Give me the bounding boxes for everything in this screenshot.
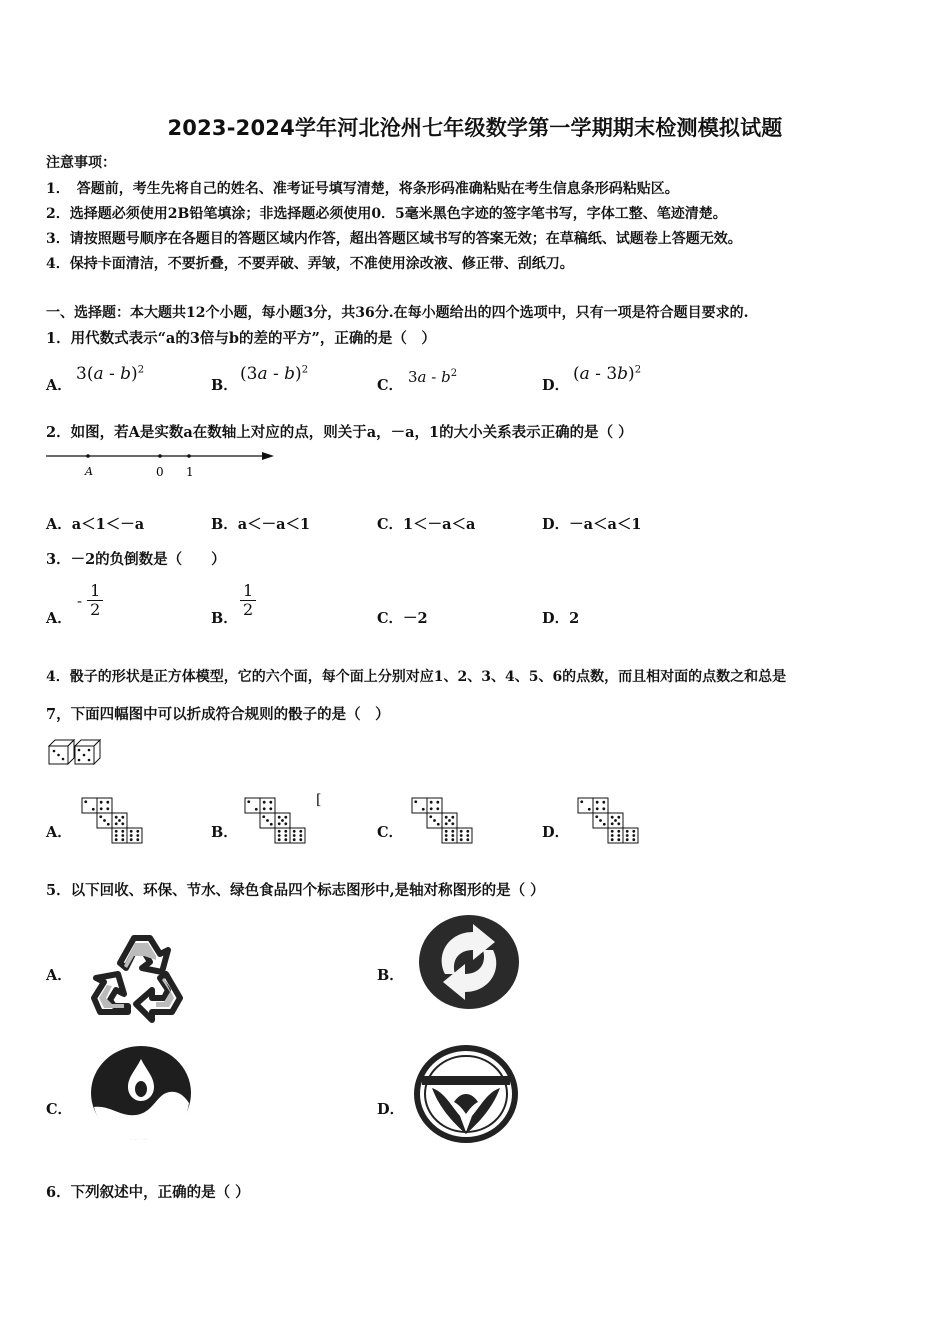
dice-face [457,828,472,843]
q4-option-d-dice-net [576,796,644,846]
dice-face [245,798,260,813]
dice-pip [121,834,124,837]
dice-pip [115,834,118,837]
dice-face [260,798,275,813]
dice-pip [460,838,463,841]
dice-pip [299,830,302,833]
dice-pip [115,830,118,833]
question-4-line-1: 4．骰子的形状是正方体模型，它的六个面，每个面上分别对应1、2、3、4、5、6的点数，而且相对面的点数之和总是 [46,669,787,685]
dice-pip [106,801,109,804]
dice-pip [437,823,440,826]
q4-option-c-label: C． [377,824,404,841]
q4-option-a-label: A． [46,824,72,841]
q2-option-b: B．a＜－a＜1 [211,516,311,533]
water-saving-icon [90,1045,192,1141]
dice-pip [599,819,602,822]
dice-pip [596,807,599,810]
dice-pip [611,816,614,819]
dice-pip [269,801,272,804]
fraction [240,582,256,619]
dice-pip [588,808,591,811]
dice-face [442,828,457,843]
dice-face [623,828,638,843]
dice-pip [466,834,469,837]
dice-pip [115,838,118,841]
q2-option-a: A．a＜1＜－a [46,516,145,533]
dice-pip [429,815,432,818]
fraction-denominator: 2 [90,600,101,619]
dice-pip [130,834,133,837]
dice-pip [136,838,139,841]
dice-pip [617,830,620,833]
dice-pip [284,838,287,841]
dice-pip [451,822,454,825]
dice-pip [255,808,258,811]
dice-pip [460,830,463,833]
dice-pip [611,834,614,837]
dice-pip [626,834,629,837]
question-2-stem: 2．如图，若A是实数a在数轴上对应的点，则关于a，－a，1的大小关系表示正确的是（ ） [46,424,633,441]
dice-pip [100,801,103,804]
dice-face [578,798,593,813]
dice-pip [100,807,103,810]
q1-option-a-label: A． [46,377,72,394]
number-line-arrow [262,452,274,460]
dice-pip [602,807,605,810]
dice-pip [299,834,302,837]
dice-pip [278,838,281,841]
dice-pip [293,838,296,841]
dice-pip [136,830,139,833]
dice-pip [460,834,463,837]
dice-pip [611,838,614,841]
dice-face [427,798,442,813]
q5-option-c-label: C． [46,1101,73,1118]
q1-option-a-expr: 3(a - b)$^2$ [76,364,145,384]
question-1-stem: 1．用代数式表示“a的3倍与b的差的平方”，正确的是（ ） [46,330,436,347]
dice-cubes-icon [48,739,100,767]
dice-pip [278,830,281,833]
notice-item-4: 4．保持卡面清洁，不要折叠，不要弄破、弄皱，不准使用涂改液、修正带、刮纸刀。 [46,256,574,272]
dice-pip [626,830,629,833]
dice-pip [270,823,273,826]
dice-pip [281,819,284,822]
dice-pip [617,822,620,825]
section-heading: 一、选择题：本大题共12个小题，每小题3分，共36分.在每小题给出的四个选项中，只有一项是符合题目要求的. [46,305,749,321]
dice-pip [617,838,620,841]
dice-pip [121,838,124,841]
q1-option-d-label: D． [542,377,570,394]
dice-pip [269,807,272,810]
dice-pip [451,834,454,837]
dice-pip [445,838,448,841]
dice-pip [121,830,124,833]
dice-pip [466,830,469,833]
stray-bracket-mark: [ [316,792,322,808]
recycle-symbol-icon [90,928,190,1020]
dice-pip [445,834,448,837]
dice-pip [451,830,454,833]
q2-option-d: D．－a＜a＜1 [542,516,642,533]
dice-pip [284,816,287,819]
fraction [87,582,103,619]
dice-pip [596,801,599,804]
notice-item-1: 1． 答题前，考生先将自己的姓名、准考证号填写清楚，将条形码准确粘贴在考生信息条形码粘贴区。 [46,181,679,197]
fraction-denominator: 2 [243,600,254,619]
point-zero-dot [158,454,162,458]
dice-pip [284,834,287,837]
dice-face [275,828,290,843]
minus-sign: - [77,591,83,610]
point-one-dot [187,454,191,458]
q3-option-c: C．－2 [377,610,428,627]
dice-face [82,798,97,813]
q1-option-c-expr: $3a - b^2$ [408,368,458,386]
dice-pip [448,819,451,822]
green-food-icon [414,1046,518,1142]
q3-option-b-label: B． [211,610,238,627]
q4-option-d-label: D． [542,824,570,841]
dice-pip [611,830,614,833]
q3-option-b-expr [240,582,256,619]
dice-pip [614,819,617,822]
dice-pip [284,830,287,833]
q4-option-b-label: B． [211,824,238,841]
q2-option-c: C．1＜－a＜a [377,516,476,533]
dice-pip [299,838,302,841]
fraction-numerator: 1 [240,582,256,601]
q5-option-d-label: D． [377,1101,405,1118]
dice-face [112,828,127,843]
dice-pip [430,801,433,804]
dice-pip [84,800,87,803]
point-a-label: A [85,465,93,478]
q4-option-c-dice-net [410,796,478,846]
dice-pip [263,801,266,804]
dice-face [593,798,608,813]
question-3-stem: 3．－2的负倒数是（ ） [46,551,226,568]
dice-pip [632,830,635,833]
dice-pip [115,816,118,819]
dice-pip [603,823,606,826]
q3-option-d: D．2 [542,610,580,627]
question-6-stem: 6．下列叙述中，正确的是（ ） [46,1184,250,1201]
dice-pip [433,819,436,822]
dice-pip [106,807,109,810]
dice-face [127,828,142,843]
dice-pip [436,807,439,810]
dice-pip [262,815,265,818]
dice-pip [445,822,448,825]
dice-pip [422,808,425,811]
dice-pip [121,822,124,825]
dice-pip [293,834,296,837]
dice-pip [266,819,269,822]
q1-option-b-expr: (3a - b)$^2$ [240,364,309,384]
notice-item-2: 2．选择题必须使用2B铅笔填涂；非选择题必须使用0．5毫米黑色字迹的签字笔书写，字体工整、笔迹清楚。 [46,206,727,222]
point-a-dot [86,454,90,458]
notice-heading: 注意事项： [46,155,116,171]
green-dot-environmental-icon [417,914,521,1010]
q4-option-b-dice-net [243,796,311,846]
dice-pip [103,819,106,822]
notice-item-3: 3．请按照题号顺序在各题目的答题区域内作答，超出答题区域书写的答案无效；在草稿纸、试题卷上答题无效。 [46,231,742,247]
q1-option-c-label: C． [377,377,404,394]
dice-pip [278,834,281,837]
dice-pip [278,822,281,825]
dice-pip [121,816,124,819]
dice-pip [293,830,296,833]
dice-pip [632,838,635,841]
dice-pip [445,816,448,819]
dice-pip [118,819,121,822]
q1-option-d-expr: (a - 3b)$^2$ [573,364,642,384]
dice-pip [115,822,118,825]
dice-pip [632,834,635,837]
dice-pip [107,823,110,826]
dice-pip [595,815,598,818]
number-line [46,448,278,482]
dice-pip [626,838,629,841]
dice-face [97,798,112,813]
dice-pip [284,822,287,825]
dice-pip [130,838,133,841]
dice-face [412,798,427,813]
q3-option-a-label: A． [46,610,72,627]
dice-pip [263,807,266,810]
dice-pip [92,808,95,811]
dice-pip [99,815,102,818]
page-title: 2023-2024学年河北沧州七年级数学第一学期期末检测模拟试题 [167,116,783,140]
dice-pip [278,816,281,819]
q3-option-a-expr [77,582,103,619]
q5-option-b-label: B． [377,967,404,984]
question-5-stem: 5．以下回收、环保、节水、绿色食品四个标志图形中,是轴对称图形的是（ ） [46,882,545,899]
dice-pip [247,800,250,803]
dice-pip [580,800,583,803]
point-zero-label: 0 [156,465,164,479]
q1-option-b-label: B． [211,377,238,394]
dice-pip [617,834,620,837]
dice-pip [451,816,454,819]
dice-pip [451,838,454,841]
dice-pip [436,801,439,804]
dice-pip [130,830,133,833]
question-4-line-2: 7，下面四幅图中可以折成符合规则的骰子的是（ ） [46,706,390,723]
dice-pip [611,822,614,825]
dice-pip [430,807,433,810]
dice-pip [617,816,620,819]
dice-pip [466,838,469,841]
point-one-label: 1 [186,465,194,479]
fraction-numerator: 1 [87,582,103,601]
dice-pip [445,830,448,833]
dice-pip [602,801,605,804]
q4-option-a-dice-net [80,796,148,846]
dice-face [608,828,623,843]
q5-option-a-label: A． [46,967,72,984]
dice-pip [136,834,139,837]
dice-pip [414,800,417,803]
dice-face [290,828,305,843]
